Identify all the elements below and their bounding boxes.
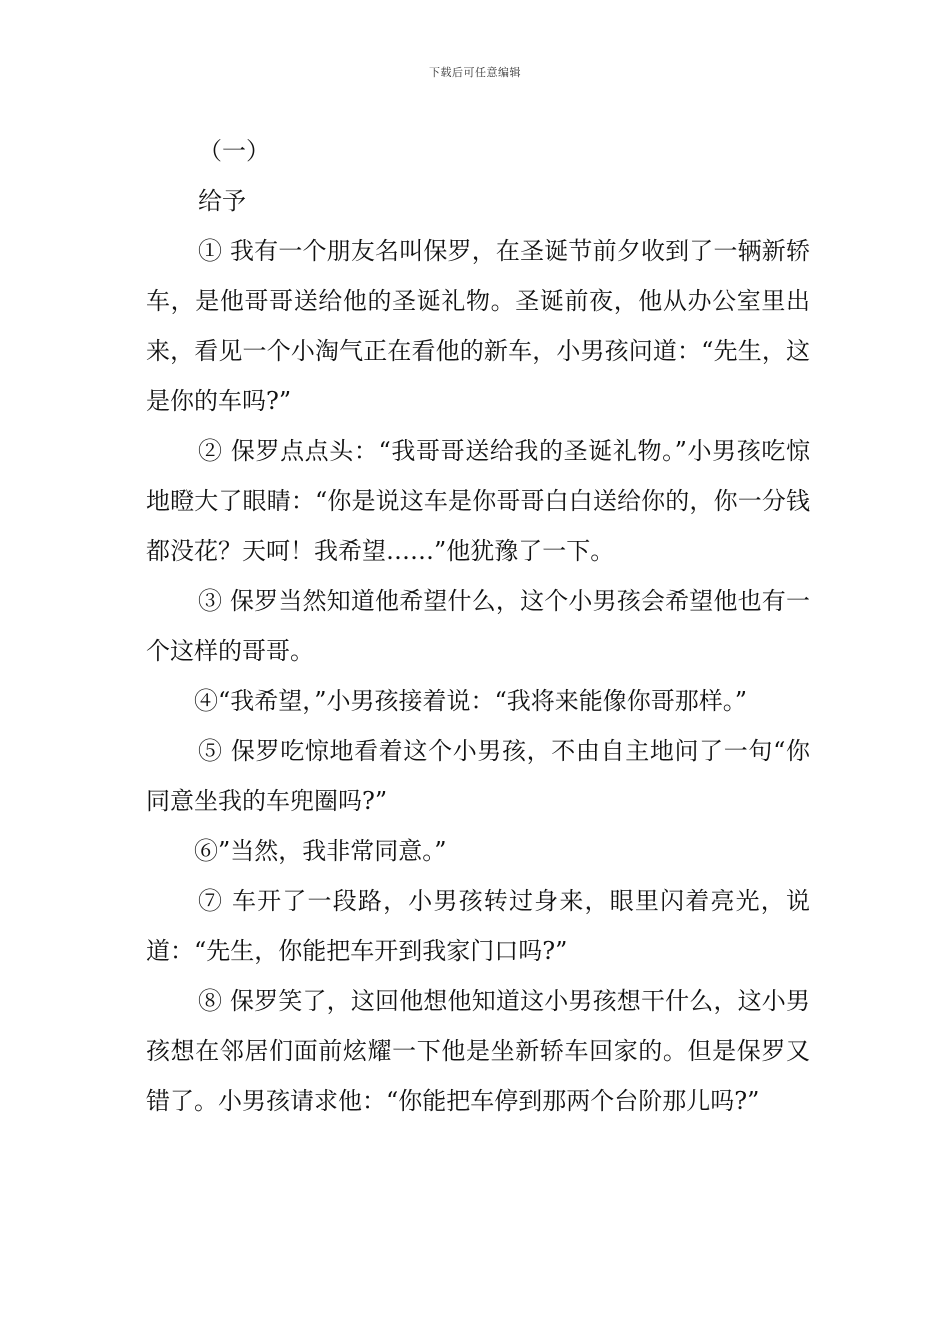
paragraph-8: ⑧ 保罗笑了，这回他想他知道这小男孩想干什么，这小男孩想在邻居们面前炫耀一下他是坐新轿车回家的。但是保罗又错了。小男孩请求他：“你能把车停到那两个台阶那儿吗?” [146, 987, 810, 1115]
header-note: 下载后可任意编辑 [429, 66, 521, 79]
document-body [146, 126, 810, 1126]
article-title: 给予 [198, 187, 246, 215]
paragraph-1: ① 我有一个朋友名叫保罗，在圣诞节前夕收到了一辆新轿车，是他哥哥送给他的圣诞礼物。圣诞前夜，他从办公室里出来，看见一个小淘气正在看他的新车，小男孩问道：“先生，这是你的车吗?” [146, 237, 810, 415]
paragraph-2: ② 保罗点点头：“我哥哥送给我的圣诞礼物。”小男孩吃惊地瞪大了眼睛：“你是说这车是你哥哥白白送给你的，你一分钱都没花？天呵！我希望……”他犹豫了一下。 [146, 437, 810, 565]
paragraph-3: ③ 保罗当然知道他希望什么，这个小男孩会希望他也有一个这样的哥哥。 [146, 587, 810, 665]
paragraph-5: ⑤ 保罗吃惊地看着这个小男孩，不由自主地问了一句“你同意坐我的车兜圈吗?” [146, 737, 810, 815]
section-number: （一） [198, 137, 270, 165]
paragraph-7: ⑦ 车开了一段路，小男孩转过身来，眼里闪着亮光，说道：“先生，你能把车开到我家门口吗?” [146, 887, 810, 965]
paragraph-4: ④“我希望，”小男孩接着说：“我将来能像你哥那样。” [194, 687, 748, 715]
paragraph-6: ⑥”当然，我非常同意。” [194, 837, 447, 865]
